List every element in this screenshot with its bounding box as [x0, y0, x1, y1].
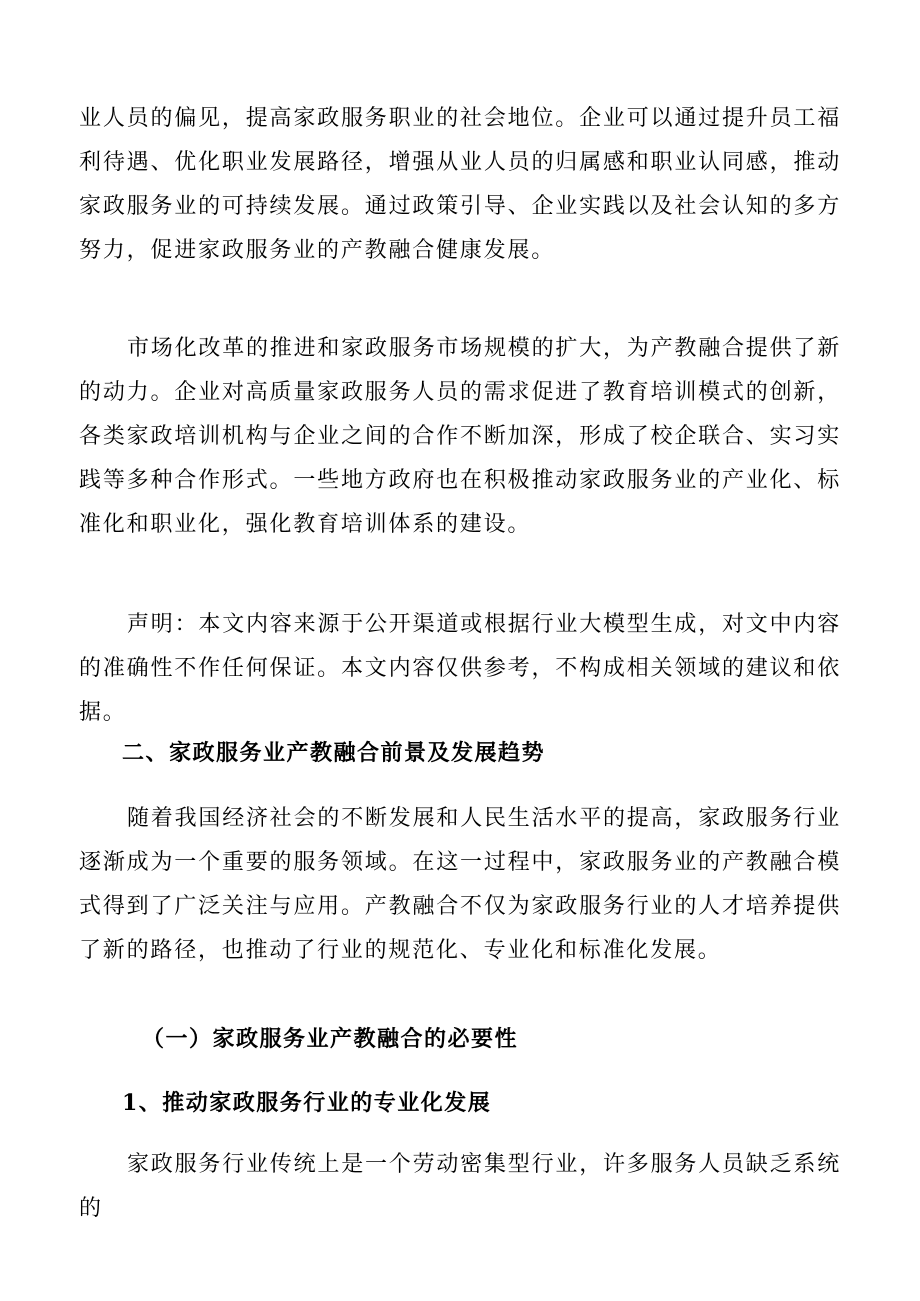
item-heading: 1、推动家政服务行业的专业化发展 — [122, 1090, 492, 1116]
paragraph-section-intro: 随着我国经济社会的不断发展和人民生活水平的提高，家政服务行业逐渐成为一个重要的服务领域。在这一过程中，家政服务业的产教融合模式得到了广泛关注与应用。产教融合不仅为家政服务行业的人才培养提供了新的路径，也推动了行业的规范化、专业化和标准化发展。 — [79, 806, 842, 963]
subsection-heading: （一）家政服务业产教融合的必要性 — [142, 1026, 519, 1052]
paragraph-final: 家政服务行业传统上是一个劳动密集型行业，许多服务人员缺乏系统的 — [79, 1152, 842, 1221]
paragraph-disclaimer: 声明：本文内容来源于公开渠道或根据行业大模型生成，对文中内容的准确性不作任何保证。本文内容仅供参考，不构成相关领域的建议和依据。 — [79, 612, 842, 725]
section-heading: 二、家政服务业产教融合前景及发展趋势 — [122, 740, 546, 766]
paragraph-continuation: 业人员的偏见，提高家政服务职业的社会地位。企业可以通过提升员工福利待遇、优化职业发展路径，增强从业人员的归属感和职业认同感，推动家政服务业的可持续发展。通过政策引导、企业实践以及社会认知的多方努力，促进家政服务业的产教融合健康发展。 — [79, 106, 841, 263]
paragraph-market-reform: 市场化改革的推进和家政服务市场规模的扩大，为产教融合提供了新的动力。企业对高质量家政服务人员的需求促进了教育培训模式的创新，各类家政培训机构与企业之间的合作不断加深，形成了校企联合、实习实践等多种合作形式。一些地方政府也在积极推动家政服务业的产业化、标准化和职业化，强化教育培训体系的建设。 — [79, 336, 842, 537]
